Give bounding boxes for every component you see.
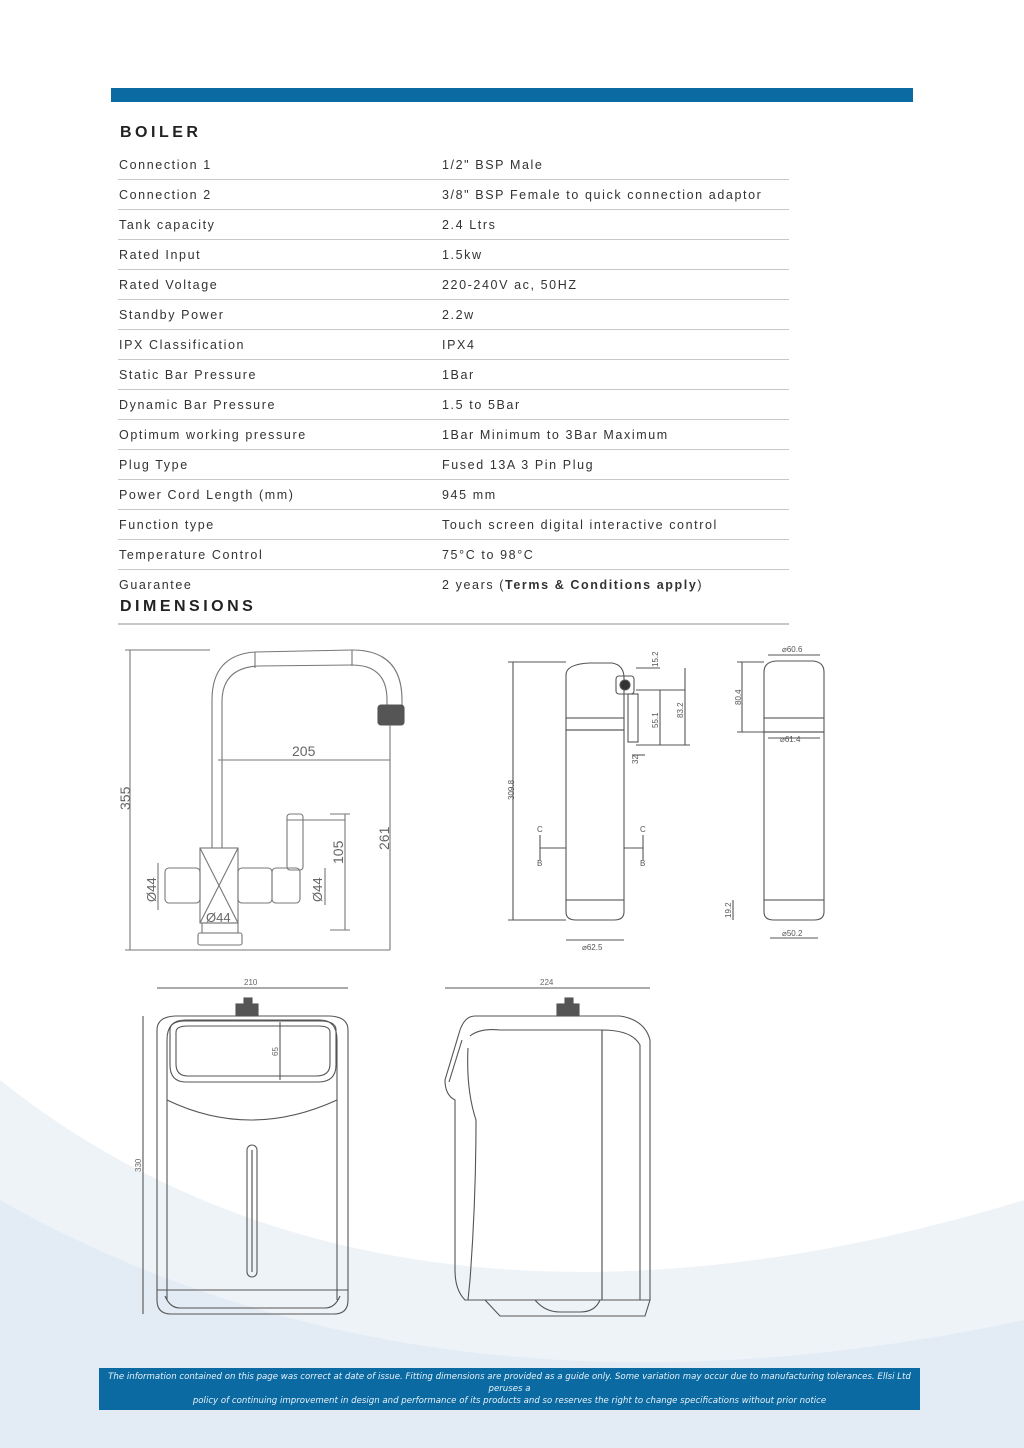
- boiler-side-drawing: [445, 988, 650, 1316]
- boiler-front-width-label: 210: [244, 978, 258, 987]
- tap-drawing: [125, 650, 404, 950]
- spec-label: Temperature Control: [119, 548, 264, 562]
- spec-label: IPX Classification: [119, 338, 246, 352]
- boiler-front-drawing: [143, 988, 348, 1314]
- spec-value: IPX4: [442, 338, 476, 352]
- spec-label: Dynamic Bar Pressure: [119, 398, 277, 412]
- spec-value: 2.2w: [442, 308, 475, 322]
- spec-value: Fused 13A 3 Pin Plug: [442, 458, 595, 472]
- guarantee-suffix: ): [697, 578, 704, 592]
- spec-value: 1Bar Minimum to 3Bar Maximum: [442, 428, 669, 442]
- footer-line-1: The information contained on this page was correct at date of issue. Fitting dimensions are provided as a guide only. Some variation may occur due to manufacturing tolerances. Ellsi Ltd peruses a: [108, 1372, 911, 1394]
- spec-value: 2.4 Ltrs: [442, 218, 497, 232]
- spec-value: 945 mm: [442, 488, 497, 502]
- boiler-front-height-label: 330: [134, 1158, 143, 1172]
- spec-value: 75°C to 98°C: [442, 548, 535, 562]
- filter-base-dia-label: ⌀62.5: [582, 943, 603, 952]
- tap-handle-height-label: 105: [330, 840, 346, 864]
- boiler-front-panel-label: 65: [271, 1047, 280, 1056]
- footer-line-2: policy of continuing improvement in design and performance of its products and so reserves the right to change specifications without prior notice: [192, 1396, 827, 1406]
- filter-height-label: 309.8: [507, 779, 516, 800]
- guarantee-terms: Terms & Conditions apply: [505, 578, 698, 592]
- filter-bracket-inner-label: 55.1: [651, 712, 660, 728]
- filter-section-b-left: B: [537, 859, 543, 868]
- filter-section-c-right: C: [640, 825, 646, 834]
- spec-value: 1Bar: [442, 368, 475, 382]
- boiler-section-title: BOILER: [120, 124, 202, 141]
- spec-label: Standby Power: [119, 308, 225, 322]
- spec-value: 1.5kw: [442, 248, 483, 262]
- spec-label: Plug Type: [119, 458, 189, 472]
- filter-section-c-left: C: [537, 825, 543, 834]
- spec-value: 3/8" BSP Female to quick connection adaptor: [442, 188, 763, 202]
- tap-reach-label: 205: [292, 743, 316, 759]
- tap-dia-left-label: Ø44: [144, 877, 159, 902]
- filter-side-drawing: [733, 655, 824, 938]
- spec-label: Function type: [119, 518, 215, 532]
- filter-drawing: [508, 662, 690, 940]
- filter-side-base-dia-label: ⌀50.2: [782, 929, 803, 938]
- tap-spout-height-label: 261: [376, 826, 392, 850]
- guarantee-prefix: 2 years (: [442, 578, 506, 592]
- tap-dia-right-label: Ø44: [310, 877, 325, 902]
- spec-label: Connection 2: [119, 188, 212, 202]
- spec-label: Rated Input: [119, 248, 202, 262]
- spec-label: Tank capacity: [119, 218, 216, 232]
- filter-bracket-bottom-label: 32: [631, 755, 640, 764]
- filter-side-mid-dia-label: ⌀61.4: [780, 735, 801, 744]
- tap-dia-bottom-label: Ø44: [206, 910, 231, 925]
- spec-label: Connection 1: [119, 158, 212, 172]
- spec-value: 220-240V ac, 50HZ: [442, 278, 578, 292]
- spec-label: Static Bar Pressure: [119, 368, 258, 382]
- spec-label: Guarantee: [119, 578, 193, 592]
- filter-side-cap-height-label: 80.4: [734, 689, 743, 705]
- dimensions-section-title: DIMENSIONS: [120, 598, 257, 615]
- filter-side-base-height-label: 19.2: [724, 902, 733, 918]
- filter-bracket-height-label: 83.2: [676, 702, 685, 718]
- spec-value: Touch screen digital interactive control: [442, 518, 718, 532]
- filter-section-b-right: B: [640, 859, 646, 868]
- tap-height-label: 355: [117, 786, 133, 810]
- spec-label: Optimum working pressure: [119, 428, 307, 442]
- spec-label: Rated Voltage: [119, 278, 219, 292]
- spec-label: Power Cord Length (mm): [119, 488, 295, 502]
- spec-value: 1/2" BSP Male: [442, 158, 544, 172]
- filter-top-gap-label: 15.2: [651, 651, 660, 667]
- filter-side-top-dia-label: ⌀60.6: [782, 645, 803, 654]
- boiler-side-width-label: 224: [540, 978, 554, 987]
- spec-value: 1.5 to 5Bar: [442, 398, 521, 412]
- footer-disclaimer: [99, 1368, 920, 1410]
